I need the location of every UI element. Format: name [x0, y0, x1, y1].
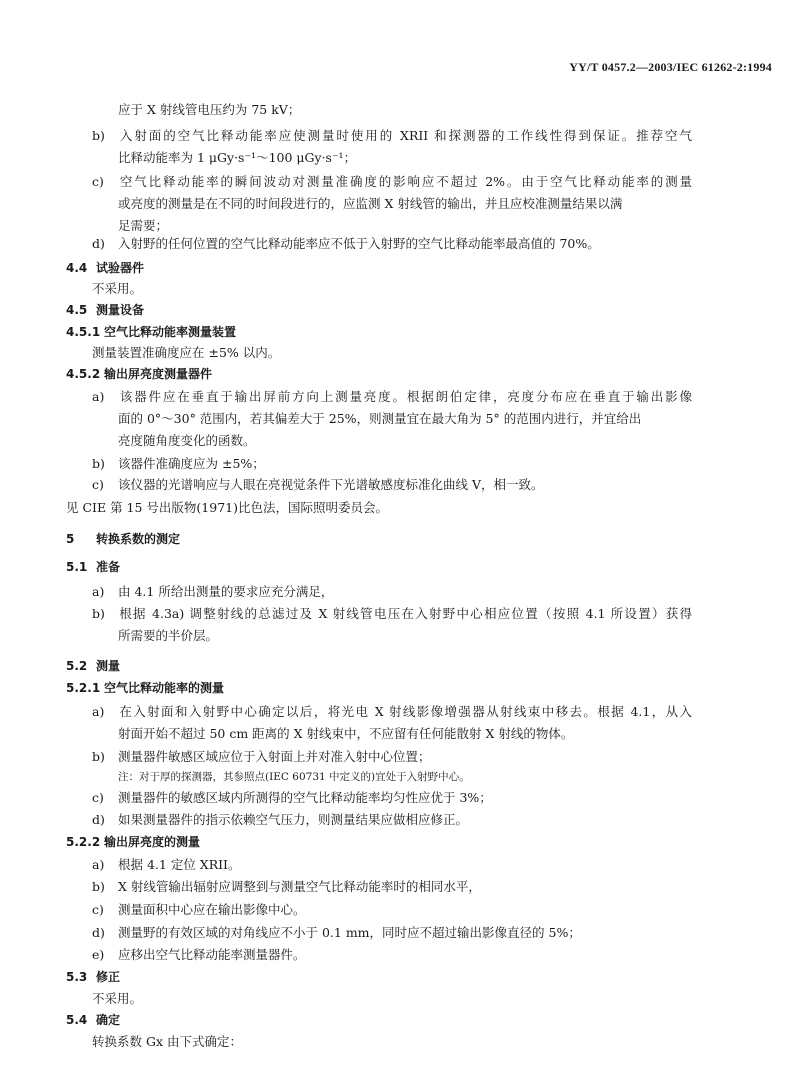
list-continuation — [118, 101, 300, 119]
section-number: 4.4 — [66, 261, 88, 275]
list-continuation — [118, 627, 218, 645]
section-title: 输出屏亮度测量器件 — [104, 367, 213, 381]
section-number: 5.3 — [66, 970, 88, 984]
line-text: 空气比释动能率的瞬间波动对测量准确度的影响应不超过 2%。由于空气比释动能率的测量 — [118, 174, 692, 189]
list-item — [92, 127, 692, 145]
list-item — [92, 173, 692, 191]
line-text: 转换系数 Gx 由下式确定： — [92, 1034, 242, 1049]
line-text: 应于 X 射线管电压约为 75 kV； — [118, 102, 301, 117]
list-item — [92, 703, 692, 721]
list-item — [92, 946, 306, 964]
line-text: 测量野的有效区域的对角线应不小于 0.1 mm，同时应不超过输出影像直径的 5%； — [118, 925, 581, 940]
list-marker: c) — [92, 902, 104, 917]
line-text: 该器件准确度应为 ±5%； — [118, 456, 265, 471]
line-text: 见 CIE 第 15 号出版物(1971)比色法，国际照明委员会。 — [66, 500, 388, 515]
section-number: 5.1 — [66, 560, 88, 574]
standard-header: YY/T 0457.2—2003/IEC 61262-2:1994 — [569, 60, 772, 74]
list-marker: b) — [92, 879, 105, 894]
section-heading-4-5-1 — [66, 323, 236, 341]
section-title: 空气比释动能率测量装置 — [104, 325, 237, 339]
list-item — [92, 811, 468, 829]
list-item — [92, 924, 581, 942]
list-marker: c) — [92, 790, 104, 805]
list-continuation — [118, 217, 168, 235]
list-item — [92, 856, 241, 874]
line-text: 应移出空气比释动能率测量器件。 — [118, 947, 306, 962]
section-number: 5 — [66, 532, 75, 546]
list-marker: b) — [92, 749, 105, 764]
line-text: 面的 0°～30° 范围内，若其偏差大于 25%，则测量宜在最大角为 5° 的范围内进行，并宜给出 — [118, 411, 642, 426]
list-item — [92, 388, 692, 406]
line-text: 入射野的任何位置的空气比释动能率应不低于入射野的空气比释动能率最高值的 70%。 — [118, 236, 600, 251]
section-heading-5-3 — [66, 968, 120, 986]
line-text: 该仪器的光谱响应与人眼在亮视觉条件下光谱敏感度标准化曲线 V，相一致。 — [118, 477, 544, 492]
list-marker: a) — [92, 389, 105, 404]
section-title: 确定 — [96, 1013, 121, 1027]
note-text — [118, 768, 470, 786]
list-marker: c) — [92, 174, 104, 189]
line-text: 所需要的半价层。 — [118, 628, 219, 643]
list-item — [92, 455, 265, 473]
list-marker: b) — [92, 606, 105, 621]
list-marker: b) — [92, 456, 105, 471]
list-marker: a) — [92, 704, 105, 719]
list-continuation — [118, 432, 256, 450]
list-marker: e) — [92, 947, 105, 962]
section-heading-5-4 — [66, 1011, 120, 1029]
line-text: 测量装置准确度应在 ±5% 以内。 — [92, 345, 281, 360]
section-heading-5-2 — [66, 657, 120, 675]
line-text: 根据 4.1 定位 XRII。 — [118, 857, 241, 872]
paragraph — [92, 1033, 242, 1051]
section-heading-4-5 — [66, 301, 144, 319]
section-number: 4.5 — [66, 303, 88, 317]
list-item — [92, 901, 306, 919]
line-text: 不采用。 — [92, 281, 143, 296]
list-marker: b) — [92, 128, 105, 143]
section-heading-4-4 — [66, 259, 144, 277]
line-text: 足需要； — [118, 218, 169, 233]
list-item — [92, 789, 492, 807]
line-text: 测量面积中心应在输出影像中心。 — [118, 902, 306, 917]
list-marker: a) — [92, 584, 105, 599]
section-number: 5.4 — [66, 1013, 88, 1027]
list-item — [92, 235, 600, 253]
paragraph — [92, 990, 142, 1008]
section-heading-5-2-1 — [66, 679, 224, 697]
list-item — [92, 583, 333, 601]
line-text: 入射面的空气比释动能率应使测量时使用的 XRII 和探测器的工作线性得到保证。推荐空气 — [118, 128, 692, 143]
paragraph — [92, 344, 280, 362]
list-item — [92, 748, 431, 766]
section-title: 准备 — [96, 560, 121, 574]
line-text: 亮度随角度变化的函数。 — [118, 433, 256, 448]
line-text: 射面开始不超过 50 cm 距离的 X 射线束中，不应留有任何能散射 X 射线的物体。 — [118, 726, 574, 741]
section-title: 测量设备 — [96, 303, 145, 317]
line-text: 在入射面和入射野中心确定以后，将光电 X 射线影像增强器从射线束中移去。根据 4.1，从入 — [118, 704, 692, 719]
line-text: 不采用。 — [92, 991, 143, 1006]
list-item — [92, 605, 692, 623]
section-number: 4.5.2 — [66, 367, 101, 381]
line-text: 测量器件的敏感区域内所测得的空气比释动能率均匀性应优于 3%； — [118, 790, 492, 805]
line-text: 由 4.1 所给出测量的要求应充分满足， — [118, 584, 334, 599]
line-text: X 射线管输出辐射应调整到与测量空气比释动能率时的相同水平， — [118, 879, 481, 894]
list-marker: d) — [92, 236, 105, 251]
list-marker: d) — [92, 812, 105, 827]
reference-note — [66, 499, 388, 517]
section-title: 修正 — [96, 970, 121, 984]
section-number: 5.2.2 — [66, 835, 101, 849]
section-title: 测量 — [96, 659, 121, 673]
line-text: 如果测量器件的指示依赖空气压力，则测量结果应做相应修正。 — [118, 812, 469, 827]
list-continuation — [118, 195, 622, 213]
section-heading-5-1 — [66, 558, 120, 576]
section-title: 转换系数的测定 — [96, 532, 181, 546]
list-marker: d) — [92, 925, 105, 940]
list-continuation — [118, 725, 573, 743]
line-text: 根据 4.3a) 调整射线的总滤过及 X 射线管电压在入射野中心相应位置（按照 4.1 所设置）获得 — [118, 606, 692, 621]
list-continuation — [118, 149, 356, 167]
section-title: 输出屏亮度的测量 — [104, 835, 201, 849]
list-item — [92, 878, 481, 896]
line-text: 注：对于厚的探测器，其参照点(IEC 60731 中定义的)宜处于入射野中心。 — [118, 771, 470, 783]
section-title: 空气比释动能率的测量 — [104, 681, 225, 695]
section-heading-5-2-2 — [66, 833, 200, 851]
line-text: 或亮度的测量是在不同的时间段进行的，应监测 X 射线管的输出，并且应校准测量结果以满 — [118, 196, 623, 211]
section-title: 试验器件 — [96, 261, 145, 275]
line-text: 该器件应在垂直于输出屏前方向上测量亮度。根据朗伯定律，亮度分布应在垂直于输出影像 — [118, 389, 692, 404]
section-number: 5.2 — [66, 659, 88, 673]
section-number: 4.5.1 — [66, 325, 101, 339]
section-number: 5.2.1 — [66, 681, 101, 695]
line-text: 比释动能率为 1 μGy·s⁻¹～100 μGy·s⁻¹； — [118, 150, 357, 165]
paragraph — [92, 280, 142, 298]
section-heading-4-5-2 — [66, 365, 212, 383]
line-text: 测量器件敏感区域应位于入射面上并对准入射中心位置； — [118, 749, 431, 764]
list-marker: c) — [92, 477, 104, 492]
list-item — [92, 476, 544, 494]
list-marker: a) — [92, 857, 105, 872]
section-heading-5 — [66, 530, 180, 548]
list-continuation — [118, 410, 641, 428]
